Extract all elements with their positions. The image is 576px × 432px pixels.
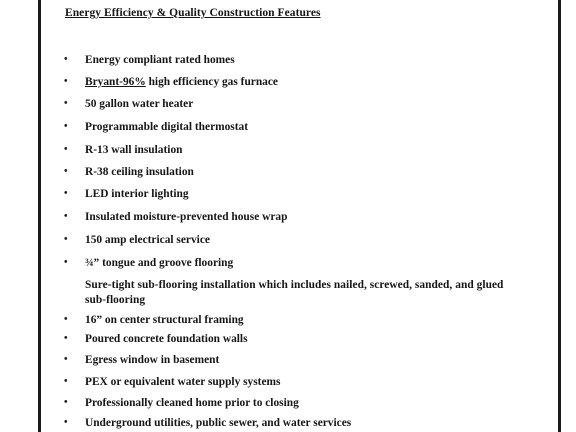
bullet: • xyxy=(64,234,68,245)
list-item-text-rest: high efficiency gas furnace xyxy=(145,76,278,88)
bullet: • xyxy=(64,376,68,387)
list-item-text: Underground utilities, public sewer, and water services xyxy=(85,417,352,429)
bullet: • xyxy=(64,144,68,155)
page-border-right xyxy=(558,0,561,432)
list-item-text: Poured concrete foundation walls xyxy=(85,333,248,345)
bullet: • xyxy=(64,333,68,344)
bullet: • xyxy=(64,188,68,199)
bullet: • xyxy=(64,417,68,428)
list-item-text xyxy=(85,74,278,90)
list-item-text: Energy compliant rated homes xyxy=(85,54,235,66)
subflooring-paragraph: Sure-tight sub-flooring installation which includes nailed, screwed, sanded, and glued sub-flooring xyxy=(85,279,504,306)
bullet: • xyxy=(64,98,68,109)
bullet: • xyxy=(64,314,68,325)
bullet: • xyxy=(64,354,68,365)
list-item-text: PEX or equivalent water supply systems xyxy=(85,376,281,388)
list-item-text: ¾” tongue and groove flooring xyxy=(85,257,234,269)
list-item-text: 150 amp electrical service xyxy=(85,234,210,246)
bullet: • xyxy=(64,54,68,65)
list-item-text: Professionally cleaned home prior to closing xyxy=(85,397,299,409)
furnace-brand-link[interactable]: Bryant-96% xyxy=(85,76,146,88)
bullet: • xyxy=(64,257,68,268)
document-heading: Energy Efficiency & Quality Construction Features xyxy=(65,7,321,19)
list-item-text: Programmable digital thermostat xyxy=(85,121,249,133)
list-item-text: 50 gallon water heater xyxy=(85,98,194,110)
bullet: • xyxy=(64,76,68,87)
list-item-text: Insulated moisture-prevented house wrap xyxy=(85,211,288,223)
list-item-text: 16” on center structural framing xyxy=(85,314,244,326)
bullet: • xyxy=(64,121,68,132)
bullet: • xyxy=(64,166,68,177)
page-border-left xyxy=(38,0,41,432)
bullet: • xyxy=(64,397,68,408)
list-item-text: LED interior lighting xyxy=(85,188,189,200)
list-item-text: R-13 wall insulation xyxy=(85,144,183,156)
list-item-text: Egress window in basement xyxy=(85,354,220,366)
list-item-text: R-38 ceiling insulation xyxy=(85,166,194,178)
bullet: • xyxy=(64,211,68,222)
